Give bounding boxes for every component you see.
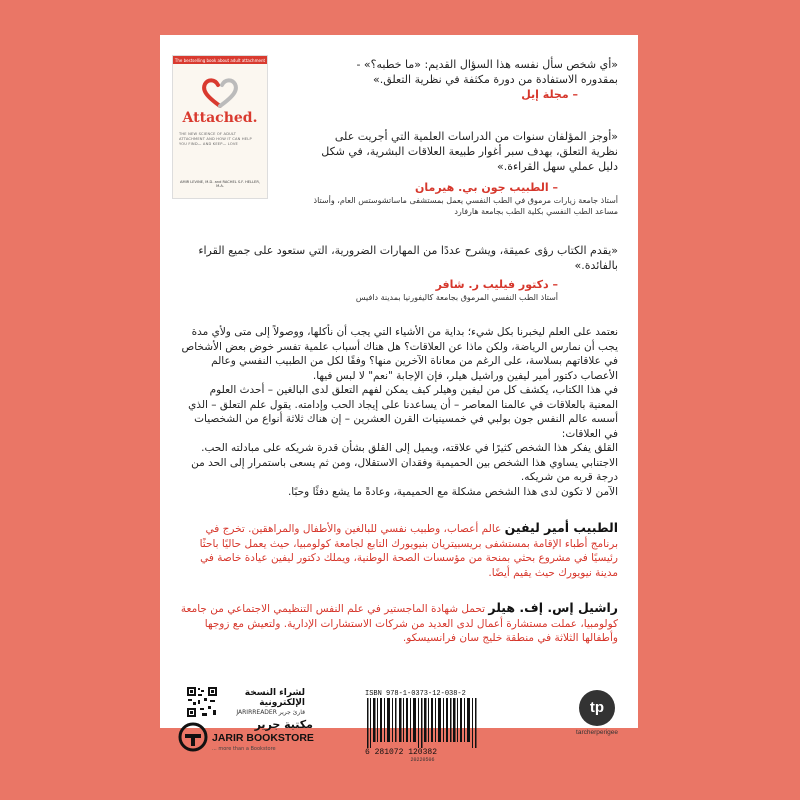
- body-paragraph-5: الآمن لا تكون لدى هذا الشخص مشكلة مع الحميمية، وعادةً ما يشع دفئًا وحبًا.: [287, 485, 618, 498]
- body-paragraph-2: في هذا الكتاب، يكشف كل من ليفين وهيلر كيف يمكن لفهم التعلق لدى البالغين – أحدث العلوم المعنية بالعلاقات في عالمنا المعاصر – أن يساعدنا على إيجاد الحب وإدامته. يقول علم التعلق – الذي أسسه عالم النفس جون بولبي في خمسينيات القرن العشرين – إن هناك ثلاثة أنواع من الشخصيات في العلاقات:: [188, 384, 618, 440]
- quote-source: – الطبيب جون بي. هيرمان: [415, 181, 558, 194]
- body-paragraph-4: الاجتنابي يساوي هذا الشخص بين الحميمية وفقدان الاستقلال، ومن ثم يسعى باستمرار إلى الحد من درجة قربه من شريكه.: [191, 456, 618, 483]
- description: [178, 325, 618, 499]
- barcode: [365, 690, 480, 768]
- author-1-bio: عالم أعصاب، وطبيب نفسي للبالغين والأطفال والمراهقين. تخرج في برنامج أطباء الإقامة بمستشفى بريسبيتريان بنيويورك التابع لجامعة كولومبيا، حيث يعمل حاليًا باحثًا رئيسيًا في مشروع بحثي بمنحة من مؤسسات الصحة الوطنية، ويملك دكتور ليفين عيادة خاصة في مدينة نيويورك حيث يقيم أيضًا.: [199, 523, 618, 579]
- quote-detail: أستاذ الطب النفسي المرموق بجامعة كاليفورنيا بمدينة دافيس: [355, 293, 558, 302]
- quote-source: – مجلة إيل: [521, 88, 578, 101]
- store-tagline: ... more than a Bookstore: [212, 746, 276, 752]
- quote-text: «يقدم الكتاب رؤى عميقة، ويشرح عددًا من المهارات الضرورية، التي ستعود على جميع القراء بالفائدة.»: [198, 244, 618, 272]
- store-name-en: JARIR BOOKSTORE: [212, 732, 314, 744]
- author-1-name: الطبيب أمير ليفين: [504, 520, 618, 535]
- publisher-logo: [565, 690, 629, 760]
- thumbnail-tagline: The bestselling book about adult attachment: [174, 58, 266, 63]
- author-1: [178, 521, 618, 580]
- quote-1: [318, 57, 618, 102]
- content-panel: [160, 35, 638, 728]
- barcode-sub: 20220506: [410, 757, 435, 763]
- store-name-ar: مكتبة جرير: [254, 718, 313, 731]
- body-paragraph-3: القلق يفكر هذا الشخص كثيرًا في علاقته، ويميل إلى القلق بشأن قدرة شريكه على مبادلته الحب.: [201, 442, 618, 454]
- barcode-number: 6 281072 120382: [365, 748, 438, 757]
- publisher-mark: tp: [579, 690, 615, 726]
- author-2: [178, 601, 618, 646]
- ebook-store: قارئ جرير JARIRREADER: [236, 709, 305, 716]
- publisher-name: tarcherperigee: [576, 729, 618, 736]
- barcode-bars: [365, 698, 480, 748]
- body-paragraph-1: نعتمد على العلم ليخبرنا بكل شيء؛ بداية من الأشياء التي يجب أن نأكلها، ووصولاً إلى متى ولأي مدة يجب أن نمارس الرياضة، ولكن ماذا عن العلاقات؟ هل هناك أسباب علمية تفسر خوض بعض الأشخاص في علاقاتهم بسلاسة، على الرغم من معاناة الآخرين منها؟ وفقًا لكل من الطبيب النفسي وعالم الأعصاب دكتور أمير ليفين وراشيل هيلر، فإن الإجابة "نعم" لا لبس فيها.: [181, 326, 618, 382]
- thumbnail-title: Attached.: [182, 110, 258, 126]
- heart-icon: [201, 78, 239, 108]
- jarir-logo: [178, 718, 313, 758]
- author-2-bio: تحمل شهادة الماجستير في علم النفس التنظيمي الاجتماعي من جامعة كولومبيا، عملت مستشارة أعمال لدى العديد من شركات الاستشارات الإدارية. ولتعيش مع زوجها وأطفالها الثلاثة في منطقة خليج سان فرانسيسكو.: [180, 603, 618, 644]
- quote-2: [308, 129, 618, 217]
- quote-text: «أوجز المؤلفان سنوات من الدراسات العلمية التي أجريت على نظرية التعلق، بهدف سبر أغوار طبيعة العلاقات البشرية، في شكل دليل عملي سهل القراءة.»: [321, 130, 618, 173]
- ebook-line-2: الإلكترونية: [259, 698, 305, 708]
- cover-thumbnail: [173, 56, 267, 198]
- quote-detail: أستاذ جامعة زيارات مرموق في الطب النفسي يعمل بمستشفى ماساتشوستس العام، وأستاذ مساعد الطب النفسي بكلية الطب بجامعة هارفارد: [313, 196, 618, 216]
- jarir-emblem-icon: [178, 722, 208, 752]
- quote-text: «أي شخص سأل نفسه هذا السؤال القديم: «ما خطبه؟» - بمقدوره الاستفادة من دورة مكثفة في نظرية التعلق.»: [356, 58, 618, 86]
- thumbnail-authors: AMIR LEVINE, M.D. and RACHEL S.F. HELLER, M.A.: [180, 180, 260, 188]
- quote-source: – دكتور فيليب ر. شافر: [435, 278, 558, 291]
- ebook-line-1: لشراء النسخة: [244, 688, 305, 698]
- thumbnail-subtitle: THE NEW SCIENCE OF ADULT ATTACHMENT AND HOW IT CAN HELP YOU FIND— AND KEEP— LOVE: [179, 132, 252, 146]
- quote-3: [178, 243, 618, 303]
- ebook-promo[interactable]: [223, 688, 305, 720]
- qr-code[interactable]: [186, 686, 218, 718]
- author-2-name: راشيل إس. إف. هيلر: [488, 600, 618, 615]
- isbn: ISBN 978-1-0373-12-038-2: [365, 690, 466, 698]
